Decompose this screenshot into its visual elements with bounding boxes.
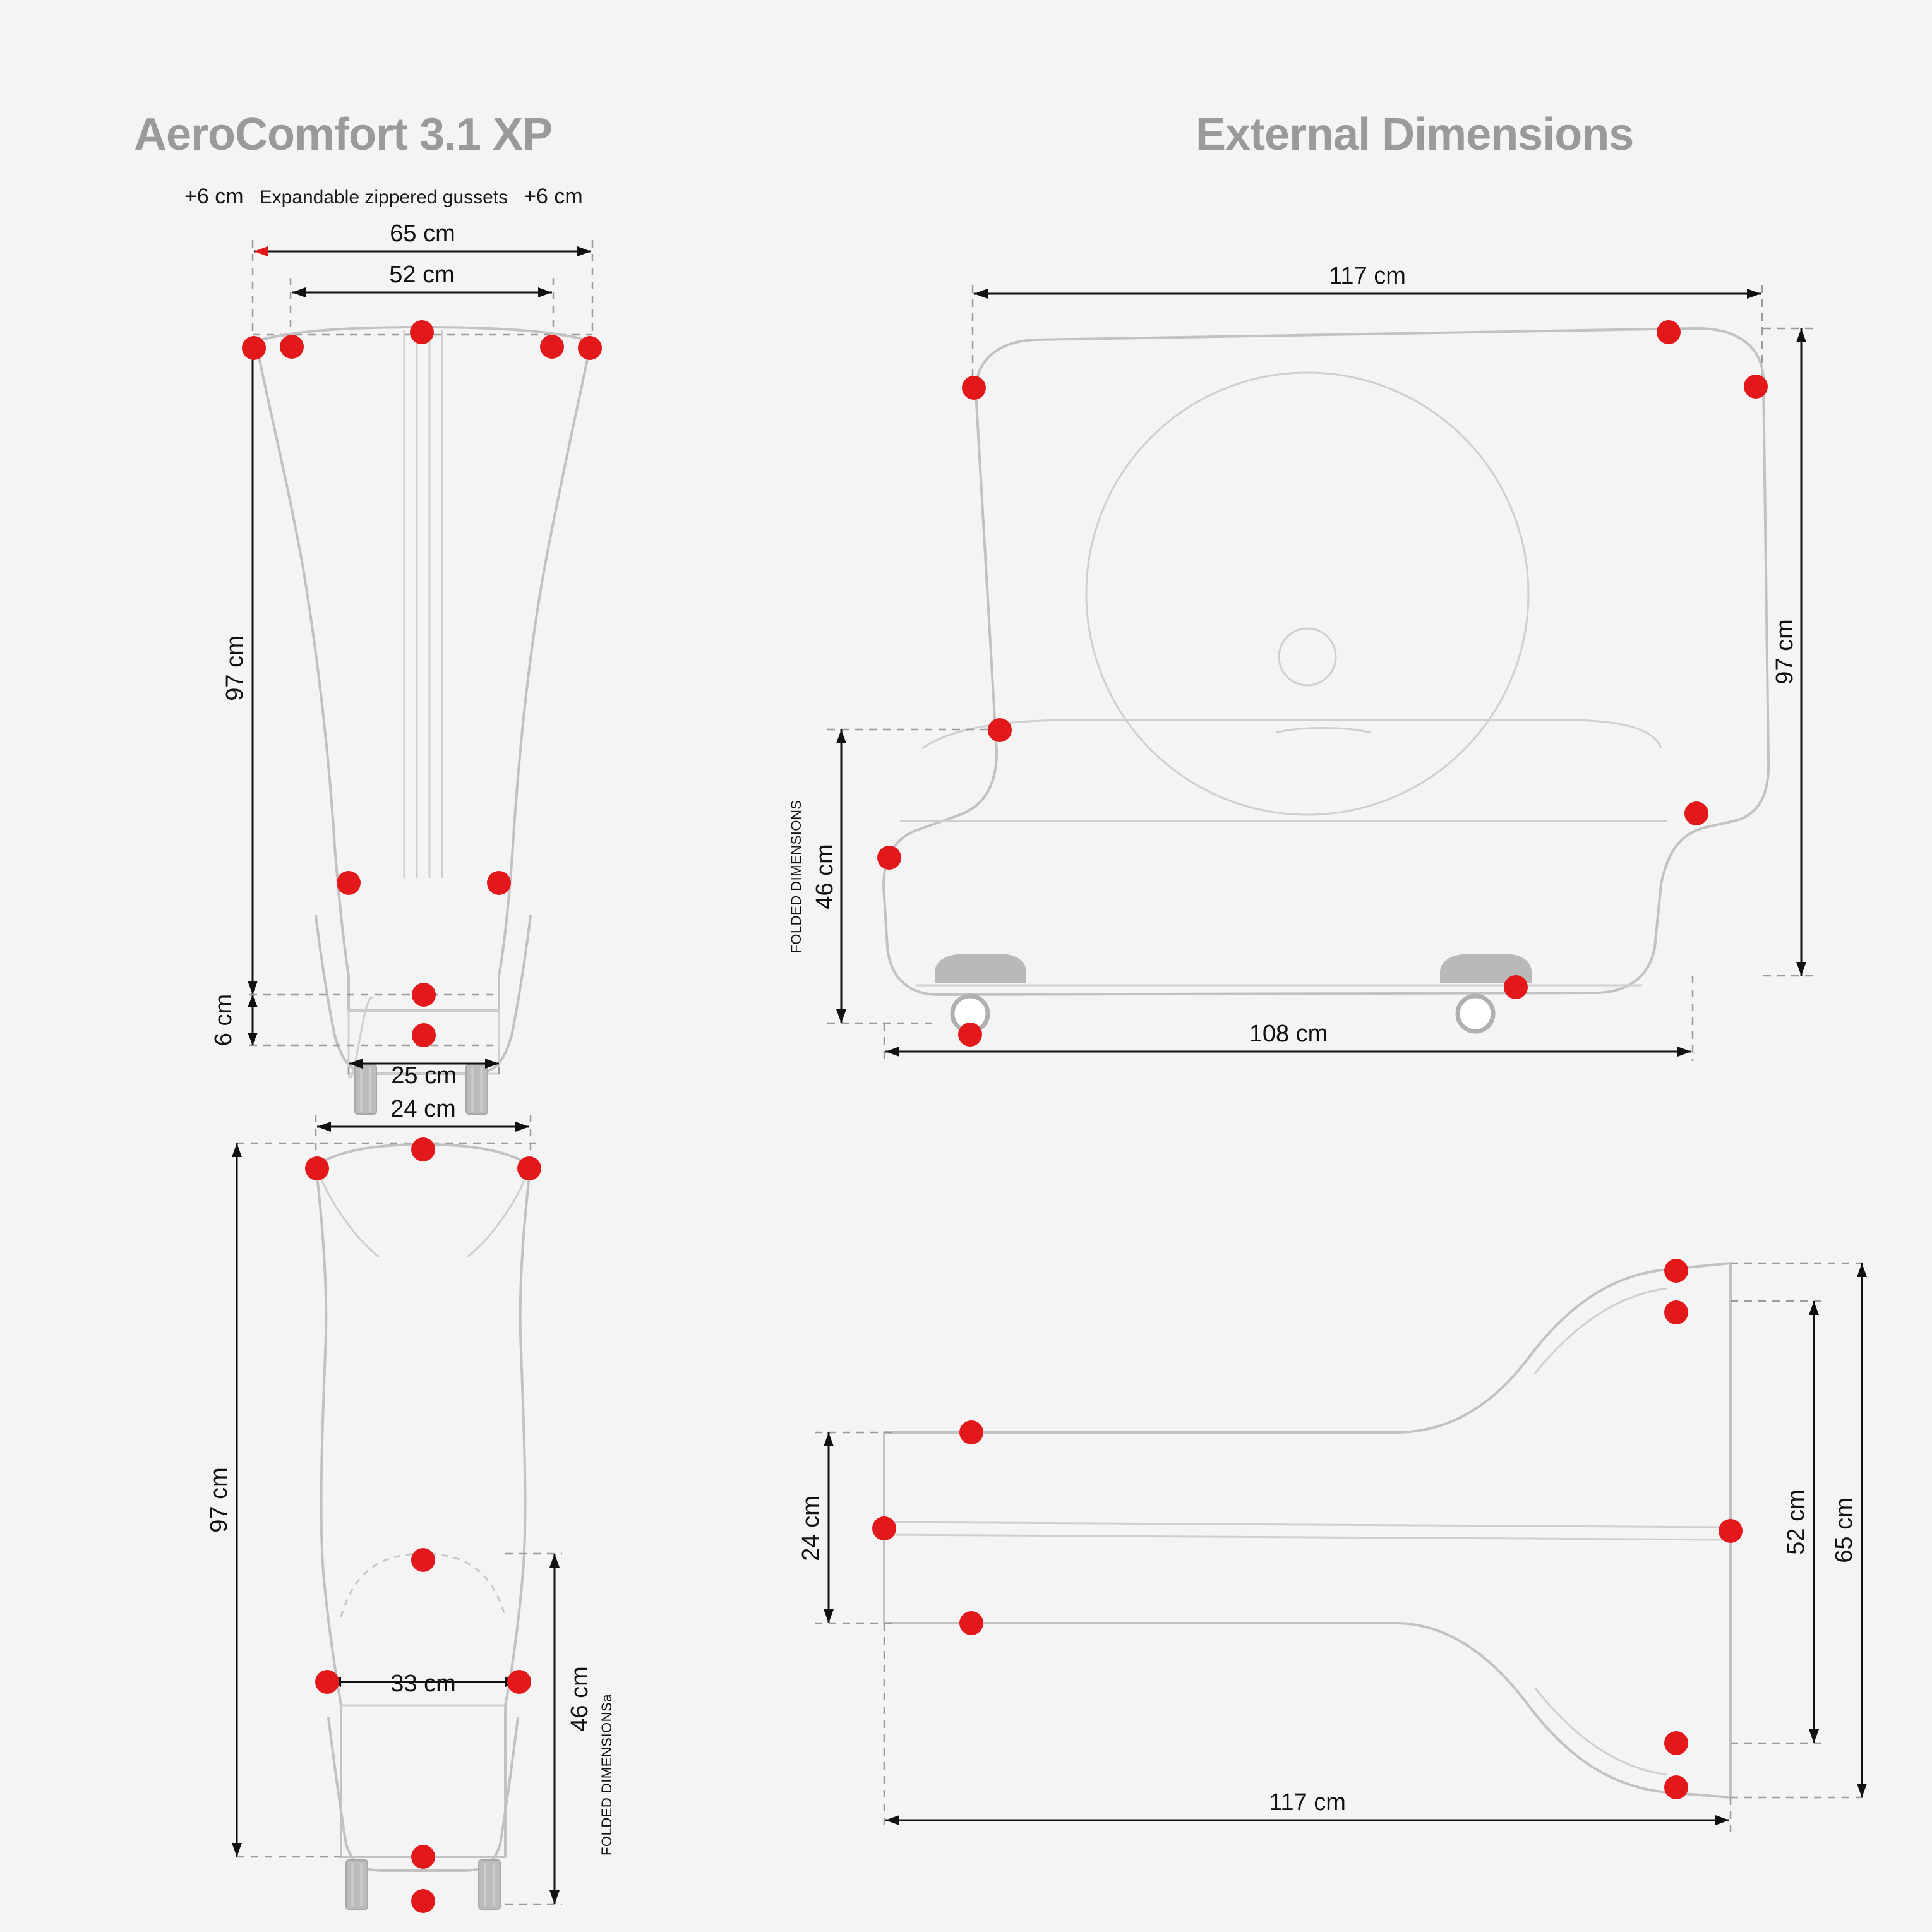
dim-front-top-inner: 52 cm bbox=[389, 261, 455, 288]
gusset-note-right: +6 cm bbox=[524, 184, 583, 208]
dim-rear-folded-depth: 46 cm bbox=[567, 1666, 593, 1732]
marker-point bbox=[1664, 1775, 1688, 1799]
marker-point bbox=[1664, 1259, 1688, 1283]
dim-front-height: 97 cm bbox=[222, 635, 248, 701]
dim-side-right-height: 97 cm bbox=[1772, 619, 1798, 685]
gusset-note-left: +6 cm bbox=[184, 184, 244, 208]
marker-point bbox=[1719, 1519, 1743, 1543]
dim-top-right-inner: 52 cm bbox=[1783, 1489, 1809, 1555]
dim-front-base-width: 25 cm bbox=[391, 1062, 457, 1089]
marker-point bbox=[1664, 1300, 1688, 1324]
dim-rear-height: 97 cm bbox=[206, 1467, 232, 1533]
marker-point bbox=[1664, 1731, 1688, 1755]
gusset-note-center: Expandable zippered gussets bbox=[259, 187, 508, 208]
marker-point bbox=[959, 1611, 983, 1635]
dim-top-bottom-width: 117 cm bbox=[1269, 1789, 1346, 1816]
dim-side-bottom-width: 108 cm bbox=[1249, 1021, 1328, 1047]
marker-point bbox=[959, 1420, 983, 1444]
dim-rear-base-width: 33 cm bbox=[390, 1671, 456, 1697]
label-rear-folded: FOLDED DIMENSIONSa bbox=[599, 1694, 615, 1856]
label-side-folded: FOLDED DIMENSIONS bbox=[788, 800, 804, 954]
dim-side-folded-height: 46 cm bbox=[812, 844, 838, 909]
dim-top-left-height: 24 cm bbox=[798, 1496, 824, 1561]
dim-rear-top-width: 24 cm bbox=[390, 1096, 456, 1122]
dim-front-clearance: 6 cm bbox=[210, 993, 237, 1047]
dim-side-top-width: 117 cm bbox=[1329, 263, 1406, 289]
dim-front-top-outer: 65 cm bbox=[390, 220, 455, 247]
page-title: AeroComfort 3.1 XP bbox=[134, 109, 553, 160]
dim-top-right-outer: 65 cm bbox=[1831, 1497, 1857, 1563]
marker-point bbox=[872, 1516, 896, 1540]
section-title: External Dimensions bbox=[1196, 109, 1634, 160]
